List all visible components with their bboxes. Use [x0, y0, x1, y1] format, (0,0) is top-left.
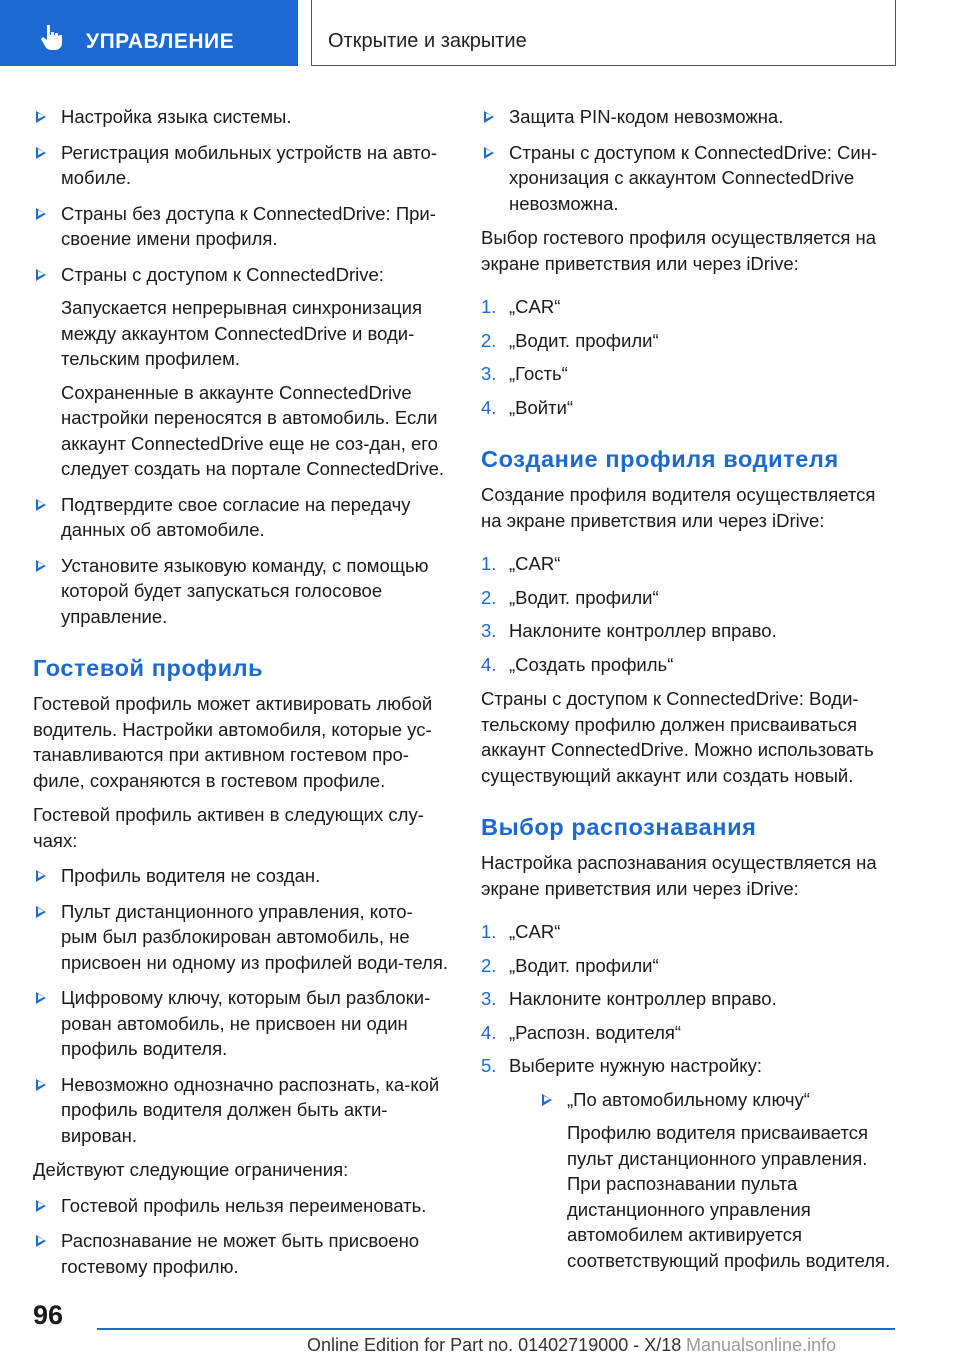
triangle-bullet-icon [36, 992, 46, 1004]
section-tab [0, 0, 298, 66]
footer-divider [97, 1328, 895, 1330]
section-heading: Гостевой профиль [33, 655, 264, 681]
triangle-bullet-icon [484, 147, 494, 159]
triangle-bullet-icon [36, 269, 46, 281]
list-item: 3. Наклоните контроллер вправо. [481, 620, 777, 641]
numbered-list [481, 919, 901, 1273]
footer-edition: Online Edition for Part no. 01402719000 - X/18 [307, 1335, 682, 1355]
list-item: Распознавание не может быть присвоено гостевому профилю. [33, 1228, 448, 1279]
section-label: УПРАВЛЕНИЕ [86, 30, 235, 53]
list-item: Защита PIN-кодом невозможна. [481, 104, 901, 130]
paragraph: Гостевой профиль может активировать любой водитель. Настройки автомобиля, которые ус-танавливаются при активном гостевом про-филе, сохраняются в гостевом профиле. [33, 693, 433, 791]
list-item: 2. „Водит. профили“ [481, 954, 659, 976]
list-item: Страны без доступа к ConnectedDrive: При-своение имени профиля. [33, 201, 448, 252]
triangle-bullet-icon [36, 147, 46, 159]
list-item: 1. „CAR“ [481, 921, 561, 942]
list-item: 4. „Войти“ [481, 396, 574, 418]
triangle-bullet-icon [36, 1079, 46, 1091]
list-item: Подтвердите свое согласие на передачу данных об автомобиле. [33, 492, 448, 543]
section-heading: Создание профиля водителя [481, 446, 839, 472]
bullet-list [33, 1193, 448, 1280]
left-column [33, 104, 448, 1279]
list-item: Настройка языка системы. [33, 104, 448, 130]
chapter-title: Открытие и закрытие [328, 30, 527, 52]
list-item: Цифровому ключу, которым был разблоки-рован автомобиль, не присвоен ни один профиль водителя. [33, 985, 448, 1062]
sub-list [539, 1087, 901, 1274]
triangle-bullet-icon [36, 208, 46, 220]
list-item: Регистрация мобильных устройств на авто-мобиле. [33, 140, 448, 191]
list-item: „По автомобильному ключу“ [539, 1087, 901, 1113]
list-item: 2. „Водит. профили“ [481, 329, 659, 351]
list-item: 2. „Водит. профили“ [481, 586, 659, 608]
triangle-bullet-icon [36, 1200, 46, 1212]
triangle-bullet-icon [484, 111, 494, 123]
numbered-list [481, 551, 901, 677]
triangle-bullet-icon [36, 906, 46, 918]
list-item: 3. „Гость“ [481, 363, 568, 384]
list-item: 3. Наклоните контроллер вправо. [481, 988, 777, 1009]
triangle-bullet-icon [36, 1235, 46, 1247]
paragraph: Выбор гостевого профиля осуществляется на экране приветствия или через iDrive: [481, 227, 877, 274]
triangle-bullet-icon [36, 111, 46, 123]
list-item: Гостевой профиль нельзя переименовать. [33, 1193, 448, 1219]
bullet-list [33, 863, 448, 1148]
triangle-bullet-icon [36, 560, 46, 572]
bullet-list [33, 104, 448, 287]
page-number: 96 [33, 1300, 64, 1330]
list-item: 5. Выберите нужную настройку: „По автомобильному ключу“ Профилю водителя присваивается пульт дистанционного управления. При распознавании пульта дистанционного управления автомобилем активируется соответствующий профиль водителя. [481, 1053, 901, 1273]
list-item: Пульт дистанционного управления, кото-рым был разблокирован автомобиль, не присвоен ни одному из профилей води-теля. [33, 899, 448, 976]
bullet-list [33, 492, 448, 630]
list-item: Установите языковую команду, с помощью которой будет запускаться голосовое управление. [33, 553, 448, 630]
paragraph: Настройка распознавания осуществляется на экране приветствия или через iDrive: [481, 852, 877, 899]
triangle-bullet-icon [542, 1094, 552, 1106]
list-item: 4. „Распозн. водителя“ [481, 1021, 682, 1043]
section-heading: Выбор распознавания [481, 814, 757, 840]
paragraph: Профилю водителя присваивается пульт дистанционного управления. При распознавании пульта дистанционного управления автомобилем активируется соответствующий профиль водителя. [567, 1122, 891, 1271]
numbered-list [481, 294, 901, 420]
list-item: Профиль водителя не создан. [33, 863, 448, 889]
list-item: 1. „CAR“ [481, 296, 561, 317]
paragraph: Действуют следующие ограничения: [33, 1159, 349, 1180]
paragraph: Создание профиля водителя осуществляется на экране приветствия или через iDrive: [481, 484, 876, 531]
paragraph: Гостевой профиль активен в следующих слу-чаях: [33, 804, 424, 851]
chapter-header [311, 0, 896, 66]
paragraph: Страны с доступом к ConnectedDrive: Води-тельскому профилю должен присваиваться аккаунт ConnectedDrive. Можно использовать существующий аккаунт или создать новый. [481, 688, 874, 786]
right-column [481, 104, 901, 1273]
list-item: 4. „Создать профиль“ [481, 653, 674, 675]
list-item: Страны с доступом к ConnectedDrive: [33, 262, 448, 288]
watermark: Manualsonline.info [686, 1335, 837, 1355]
list-item: Страны с доступом к ConnectedDrive: Син-хронизация с аккаунтом ConnectedDrive невозможна. [481, 140, 901, 217]
triangle-bullet-icon [36, 870, 46, 882]
list-item: Невозможно однозначно распознать, ка-кой профиль водителя должен быть акти-вирован. [33, 1072, 448, 1149]
triangle-bullet-icon [36, 499, 46, 511]
paragraph: Запускается непрерывная синхронизация между аккаунтом ConnectedDrive и води-тельским профилем. [61, 297, 422, 369]
paragraph: Сохраненные в аккаунте ConnectedDrive настройки переносятся в автомобиль. Если аккаунт ConnectedDrive еще не соз-дан, его следует создать на портале ConnectedDrive. [61, 381, 444, 479]
bullet-list [481, 104, 901, 216]
list-item: 1. „CAR“ [481, 553, 561, 574]
hand-pointer-icon [38, 22, 68, 52]
